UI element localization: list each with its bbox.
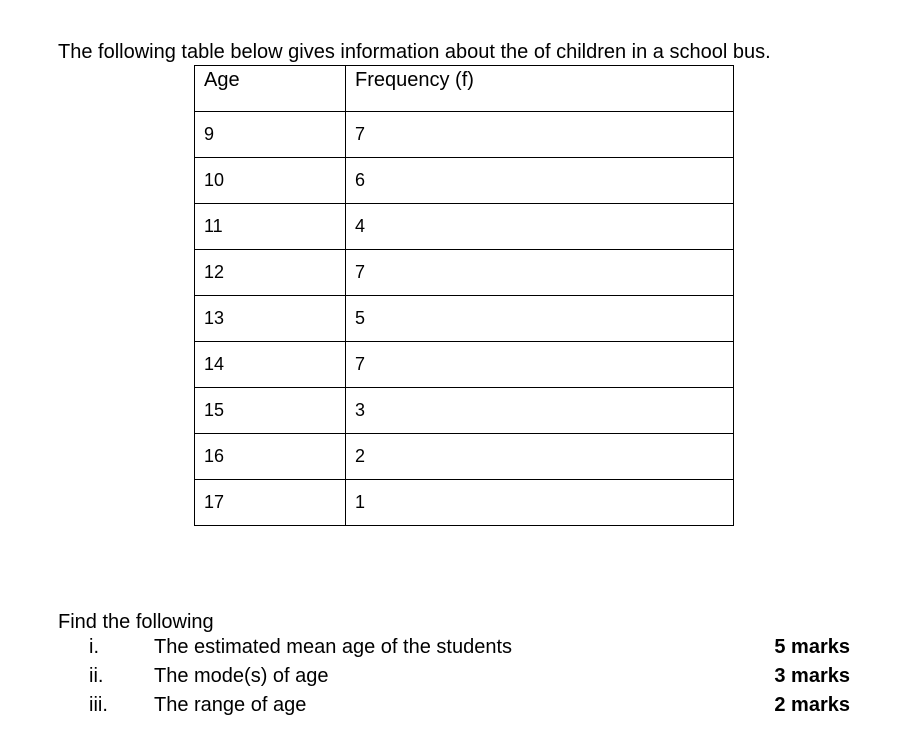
table-row (195, 434, 734, 480)
frequency-cell: 4 (346, 204, 734, 250)
question-number: iii. (89, 694, 108, 716)
question-item (0, 662, 900, 691)
frequency-cell: 5 (346, 296, 734, 342)
column-header-frequency: Frequency (f) (346, 66, 734, 112)
column-header-age: Age (195, 66, 346, 112)
age-cell: 12 (195, 250, 346, 296)
frequency-cell: 1 (346, 480, 734, 526)
frequency-table (194, 65, 734, 526)
table-row (195, 342, 734, 388)
table-row (195, 158, 734, 204)
table-row (195, 112, 734, 158)
table-row (195, 388, 734, 434)
table-header-row (195, 66, 734, 112)
table-row (195, 204, 734, 250)
question-text: The range of age (154, 694, 307, 716)
age-cell: 14 (195, 342, 346, 388)
question-list (0, 633, 900, 720)
age-cell: 16 (195, 434, 346, 480)
age-cell: 10 (195, 158, 346, 204)
question-marks: 5 marks (774, 636, 850, 658)
table-row (195, 250, 734, 296)
question-marks: 3 marks (774, 665, 850, 687)
frequency-cell: 2 (346, 434, 734, 480)
frequency-cell: 3 (346, 388, 734, 434)
question-item (0, 633, 900, 662)
frequency-cell: 6 (346, 158, 734, 204)
age-cell: 15 (195, 388, 346, 434)
table-row (195, 296, 734, 342)
age-cell: 17 (195, 480, 346, 526)
question-number: ii. (89, 665, 104, 687)
question-text: The mode(s) of age (154, 665, 329, 687)
question-text: The estimated mean age of the students (154, 636, 512, 658)
age-cell: 9 (195, 112, 346, 158)
frequency-cell: 7 (346, 250, 734, 296)
question-number: i. (89, 636, 99, 658)
question-item (0, 691, 900, 720)
table-row (195, 480, 734, 526)
intro-text: The following table below gives information about the of children in a school bus. (58, 41, 771, 63)
frequency-cell: 7 (346, 342, 734, 388)
age-cell: 11 (195, 204, 346, 250)
question-marks: 2 marks (774, 694, 850, 716)
frequency-cell: 7 (346, 112, 734, 158)
age-cell: 13 (195, 296, 346, 342)
find-heading: Find the following (58, 611, 214, 633)
